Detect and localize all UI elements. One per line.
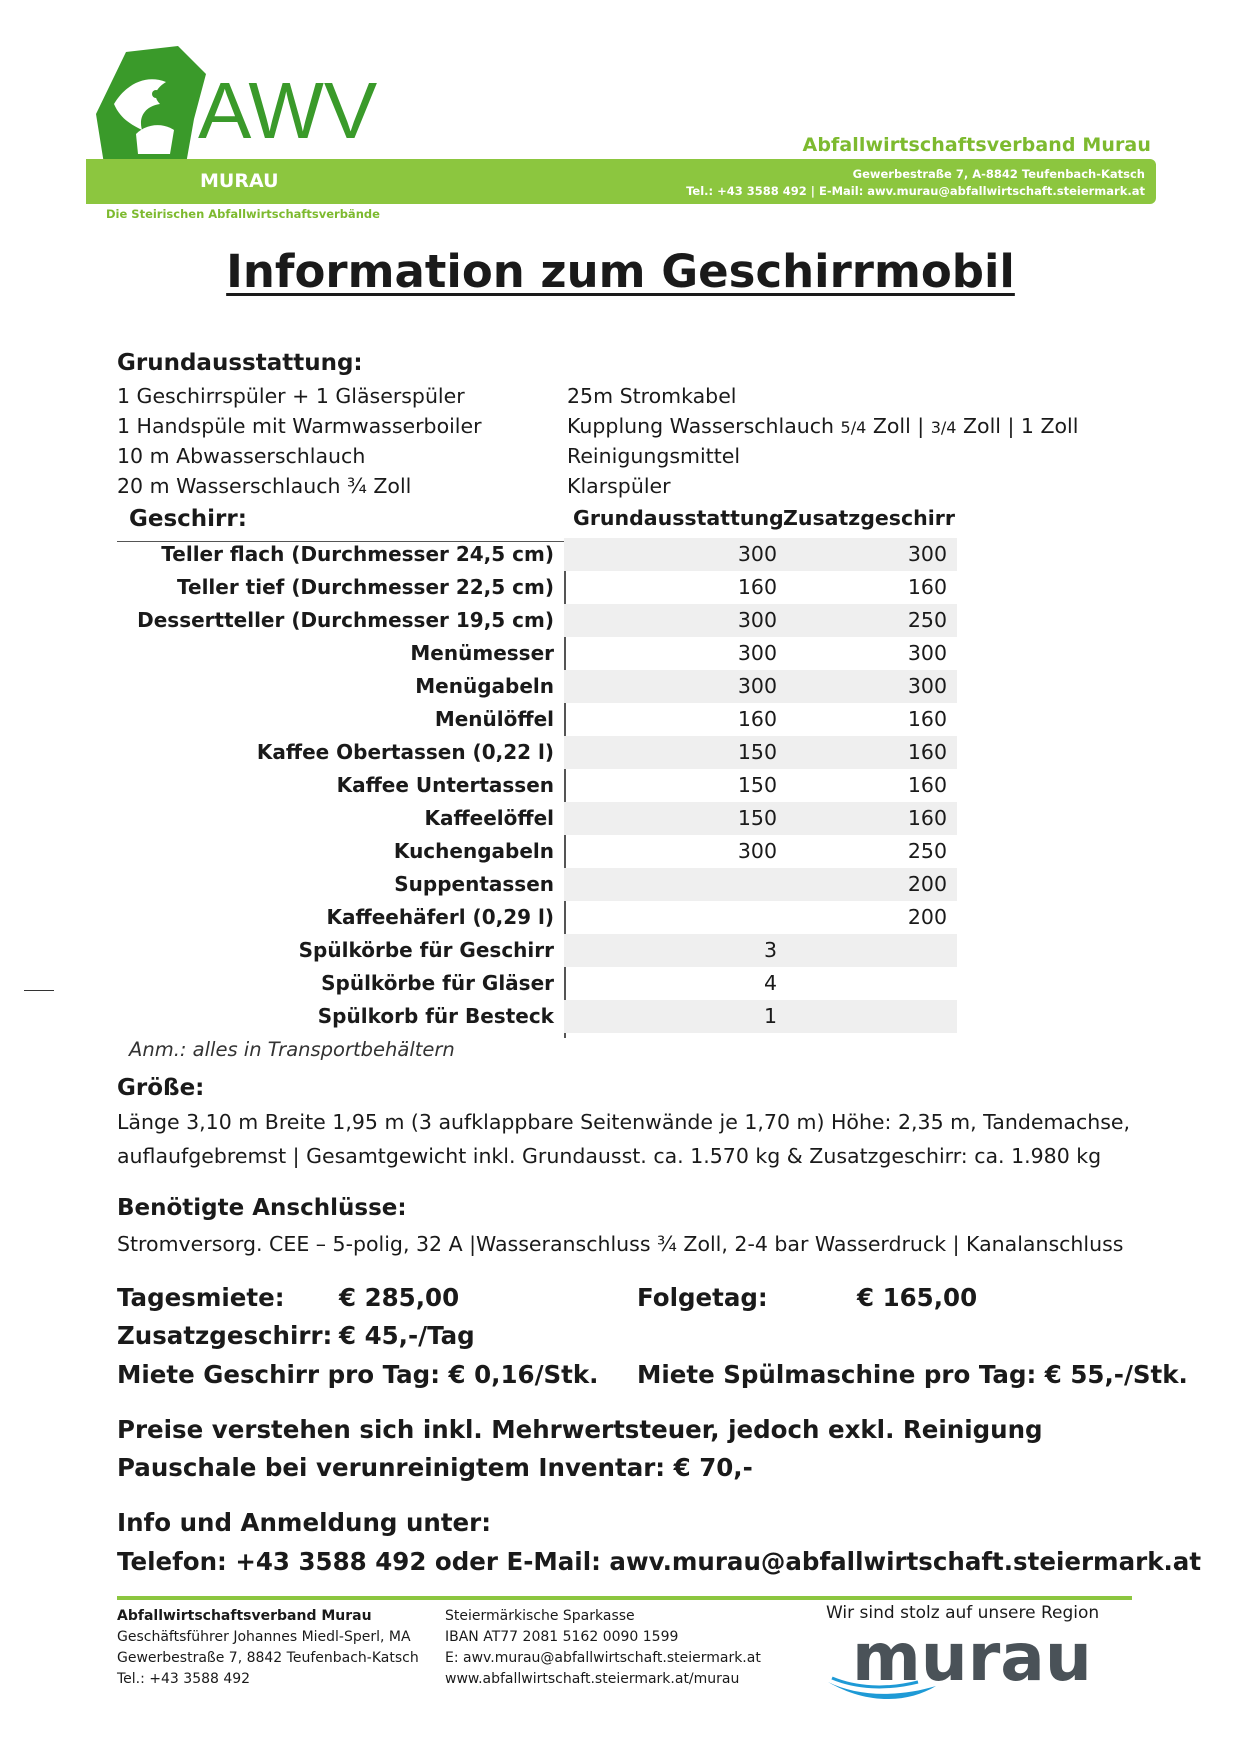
row-grund: 300 (737, 641, 777, 665)
miete-geschirr: Miete Geschirr pro Tag: € 0,16/Stk. (117, 1360, 599, 1389)
row-label: Menülöffel (434, 707, 554, 731)
row-grund: 150 (737, 806, 777, 830)
row-zusatz: 300 (907, 641, 947, 665)
grund-left-3: 10 m Abwasserschlauch (117, 444, 366, 468)
row-zusatz: 300 (907, 674, 947, 698)
row-grund (562, 868, 777, 901)
row-grund: 160 (737, 575, 777, 599)
row-label: Spülkörbe für Gläser (321, 971, 554, 995)
row-grund: 300 (737, 542, 777, 566)
row-zusatz: 160 (907, 575, 947, 599)
row-zusatz: 250 (907, 608, 947, 632)
row-zusatz: 200 (907, 905, 947, 929)
grund-right-2: Reinigungsmittel (567, 444, 741, 468)
row-label: Menümesser (410, 641, 554, 665)
grund-right-1: 25m Stromkabel (567, 384, 737, 408)
footer-rule (117, 1596, 1132, 1600)
footer-col2-line2: IBAN AT77 2081 5162 0090 1599 (445, 1629, 679, 1645)
row-label: Teller flach (Durchmesser 24,5 cm) (161, 542, 554, 566)
footer-col1-line2: Geschäftsführer Johannes Miedl-Sperl, MA (117, 1629, 411, 1645)
page-title: Information zum Geschirrmobil (226, 245, 1015, 298)
grund-left-2: 1 Handspüle mit Warmwasserboiler (117, 414, 482, 438)
row-grund (562, 901, 777, 934)
geschirr-table (117, 538, 957, 1033)
table-row (117, 670, 957, 703)
footer-col2-line3: E: awv.murau@abfallwirtschaft.steiermark.at (445, 1650, 761, 1666)
row-zusatz: 250 (907, 839, 947, 863)
row-label: Suppentassen (394, 872, 554, 896)
row-grund: 3 (763, 938, 777, 962)
geschirr-note: Anm.: alles in Transportbehältern (129, 1038, 455, 1061)
region-logo-text: murau (852, 1624, 1092, 1696)
row-zusatz (807, 967, 947, 1000)
table-row (117, 604, 957, 637)
row-zusatz: 300 (907, 542, 947, 566)
row-label: Kaffee Obertassen (0,22 l) (256, 740, 554, 764)
info-contact: Telefon: +43 3588 492 oder E-Mail: awv.murau@abfallwirtschaft.steiermark.at (117, 1547, 1202, 1576)
header-tagline: Die Steirischen Abfallwirtschaftsverbände (106, 207, 380, 221)
miete-spuelmaschine: Miete Spülmaschine pro Tag: € 55,-/Stk. (637, 1360, 1188, 1389)
row-grund: 1 (763, 1004, 777, 1028)
footer-col2-line1: Steiermärkische Sparkasse (445, 1608, 635, 1624)
row-label: Spülkörbe für Geschirr (298, 938, 554, 962)
footer-col2-line4: www.abfallwirtschaft.steiermark.at/murau (445, 1671, 740, 1687)
table-row (117, 802, 957, 835)
row-label: Spülkorb für Besteck (317, 1004, 554, 1028)
zusatz-label: Zusatzgeschirr: (117, 1321, 333, 1350)
table-row (117, 934, 957, 967)
anschluesse-heading: Benötigte Anschlüsse: (117, 1195, 407, 1221)
groesse-heading: Größe: (117, 1075, 205, 1101)
row-grund: 4 (763, 971, 777, 995)
margin-mark (24, 990, 54, 991)
table-row (117, 703, 957, 736)
table-row (117, 571, 957, 604)
folgetag-value: € 165,00 (857, 1283, 978, 1312)
geschirr-heading: Geschirr: (129, 506, 247, 532)
col-header-zusatz: Zusatzgeschirr (783, 506, 955, 530)
table-row (117, 637, 957, 670)
groesse-line-1: Länge 3,10 m Breite 1,95 m (3 aufklappbare Seitenwände je 1,70 m) Höhe: 2,35 m, Tandemachse, (117, 1110, 1131, 1134)
table-row (117, 538, 957, 571)
row-label: Kaffeehäferl (0,29 l) (326, 905, 554, 929)
table-row (117, 901, 957, 934)
row-label: Teller tief (Durchmesser 22,5 cm) (177, 575, 554, 599)
col-header-grund: Grundausstattung (573, 506, 784, 530)
table-row (117, 835, 957, 868)
row-label: Kuchengabeln (393, 839, 554, 863)
row-grund: 160 (737, 707, 777, 731)
grund-left-1: 1 Geschirrspüler + 1 Gläserspüler (117, 384, 465, 408)
row-label: Dessertteller (Durchmesser 19,5 cm) (137, 608, 554, 632)
logo-text: AWV (198, 66, 378, 155)
tagesmiete-value: € 285,00 (339, 1283, 460, 1312)
row-zusatz: 160 (907, 806, 947, 830)
grund-right-kupplung: Kupplung Wasserschlauch 5/4 Zoll | 3/4 Zoll | 1 Zoll (567, 414, 1079, 438)
table-row (117, 967, 957, 1000)
grund-left-4: 20 m Wasserschlauch ¾ Zoll (117, 474, 412, 498)
table-row (117, 736, 957, 769)
murau-region-logo (826, 1624, 1136, 1704)
footer-col1-line1: Abfallwirtschaftsverband Murau (117, 1608, 372, 1624)
row-grund: 300 (737, 608, 777, 632)
grundausstattung-heading: Grundausstattung: (117, 350, 363, 376)
row-grund: 300 (737, 839, 777, 863)
grund-right-3: Klarspüler (567, 474, 671, 498)
row-label: Kaffeelöffel (424, 806, 554, 830)
row-zusatz (807, 934, 947, 967)
zusatz-value: € 45,-/Tag (339, 1321, 475, 1350)
row-zusatz: 200 (907, 872, 947, 896)
footer-col1-line4: Tel.: +43 3588 492 (117, 1671, 251, 1687)
footer-col1-line3: Gewerbestraße 7, 8842 Teufenbach-Katsch (117, 1650, 419, 1666)
row-grund: 150 (737, 773, 777, 797)
groesse-line-2: auflaufgebremst | Gesamtgewicht inkl. Grundausst. ca. 1.570 kg & Zusatzgeschirr: ca. 1.980 kg (117, 1144, 1102, 1168)
header-address: Gewerbestraße 7, A-8842 Teufenbach-Katsch (852, 167, 1145, 181)
table-row (117, 769, 957, 802)
folgetag-label: Folgetag: (637, 1283, 768, 1312)
tagesmiete-label: Tagesmiete: (117, 1283, 285, 1312)
header-contact: Tel.: +43 3588 492 | E-Mail: awv.murau@abfallwirtschaft.steiermark.at (686, 184, 1145, 198)
row-label: Kaffee Untertassen (336, 773, 554, 797)
row-zusatz (807, 1000, 947, 1033)
row-grund: 300 (737, 674, 777, 698)
logo-sub: MURAU (200, 170, 279, 192)
row-zusatz: 160 (907, 740, 947, 764)
row-zusatz: 160 (907, 773, 947, 797)
preis-hinweis-1: Preise verstehen sich inkl. Mehrwertsteuer, jedoch exkl. Reinigung (117, 1415, 1043, 1444)
row-grund: 150 (737, 740, 777, 764)
footer-slogan: Wir sind stolz auf unsere Region (826, 1603, 1100, 1623)
table-row (117, 1000, 957, 1033)
row-label: Menügabeln (415, 674, 554, 698)
anschluesse-text: Stromversorg. CEE – 5-polig, 32 A |Wasseranschluss ¾ Zoll, 2-4 bar Wasserdruck | Kanalanschluss (117, 1232, 1124, 1256)
preis-hinweis-2: Pauschale bei verunreinigtem Inventar: € 70,- (117, 1453, 753, 1482)
row-zusatz: 160 (907, 707, 947, 731)
table-row (117, 868, 957, 901)
org-name: Abfallwirtschaftsverband Murau (802, 134, 1151, 156)
info-heading: Info und Anmeldung unter: (117, 1508, 492, 1537)
